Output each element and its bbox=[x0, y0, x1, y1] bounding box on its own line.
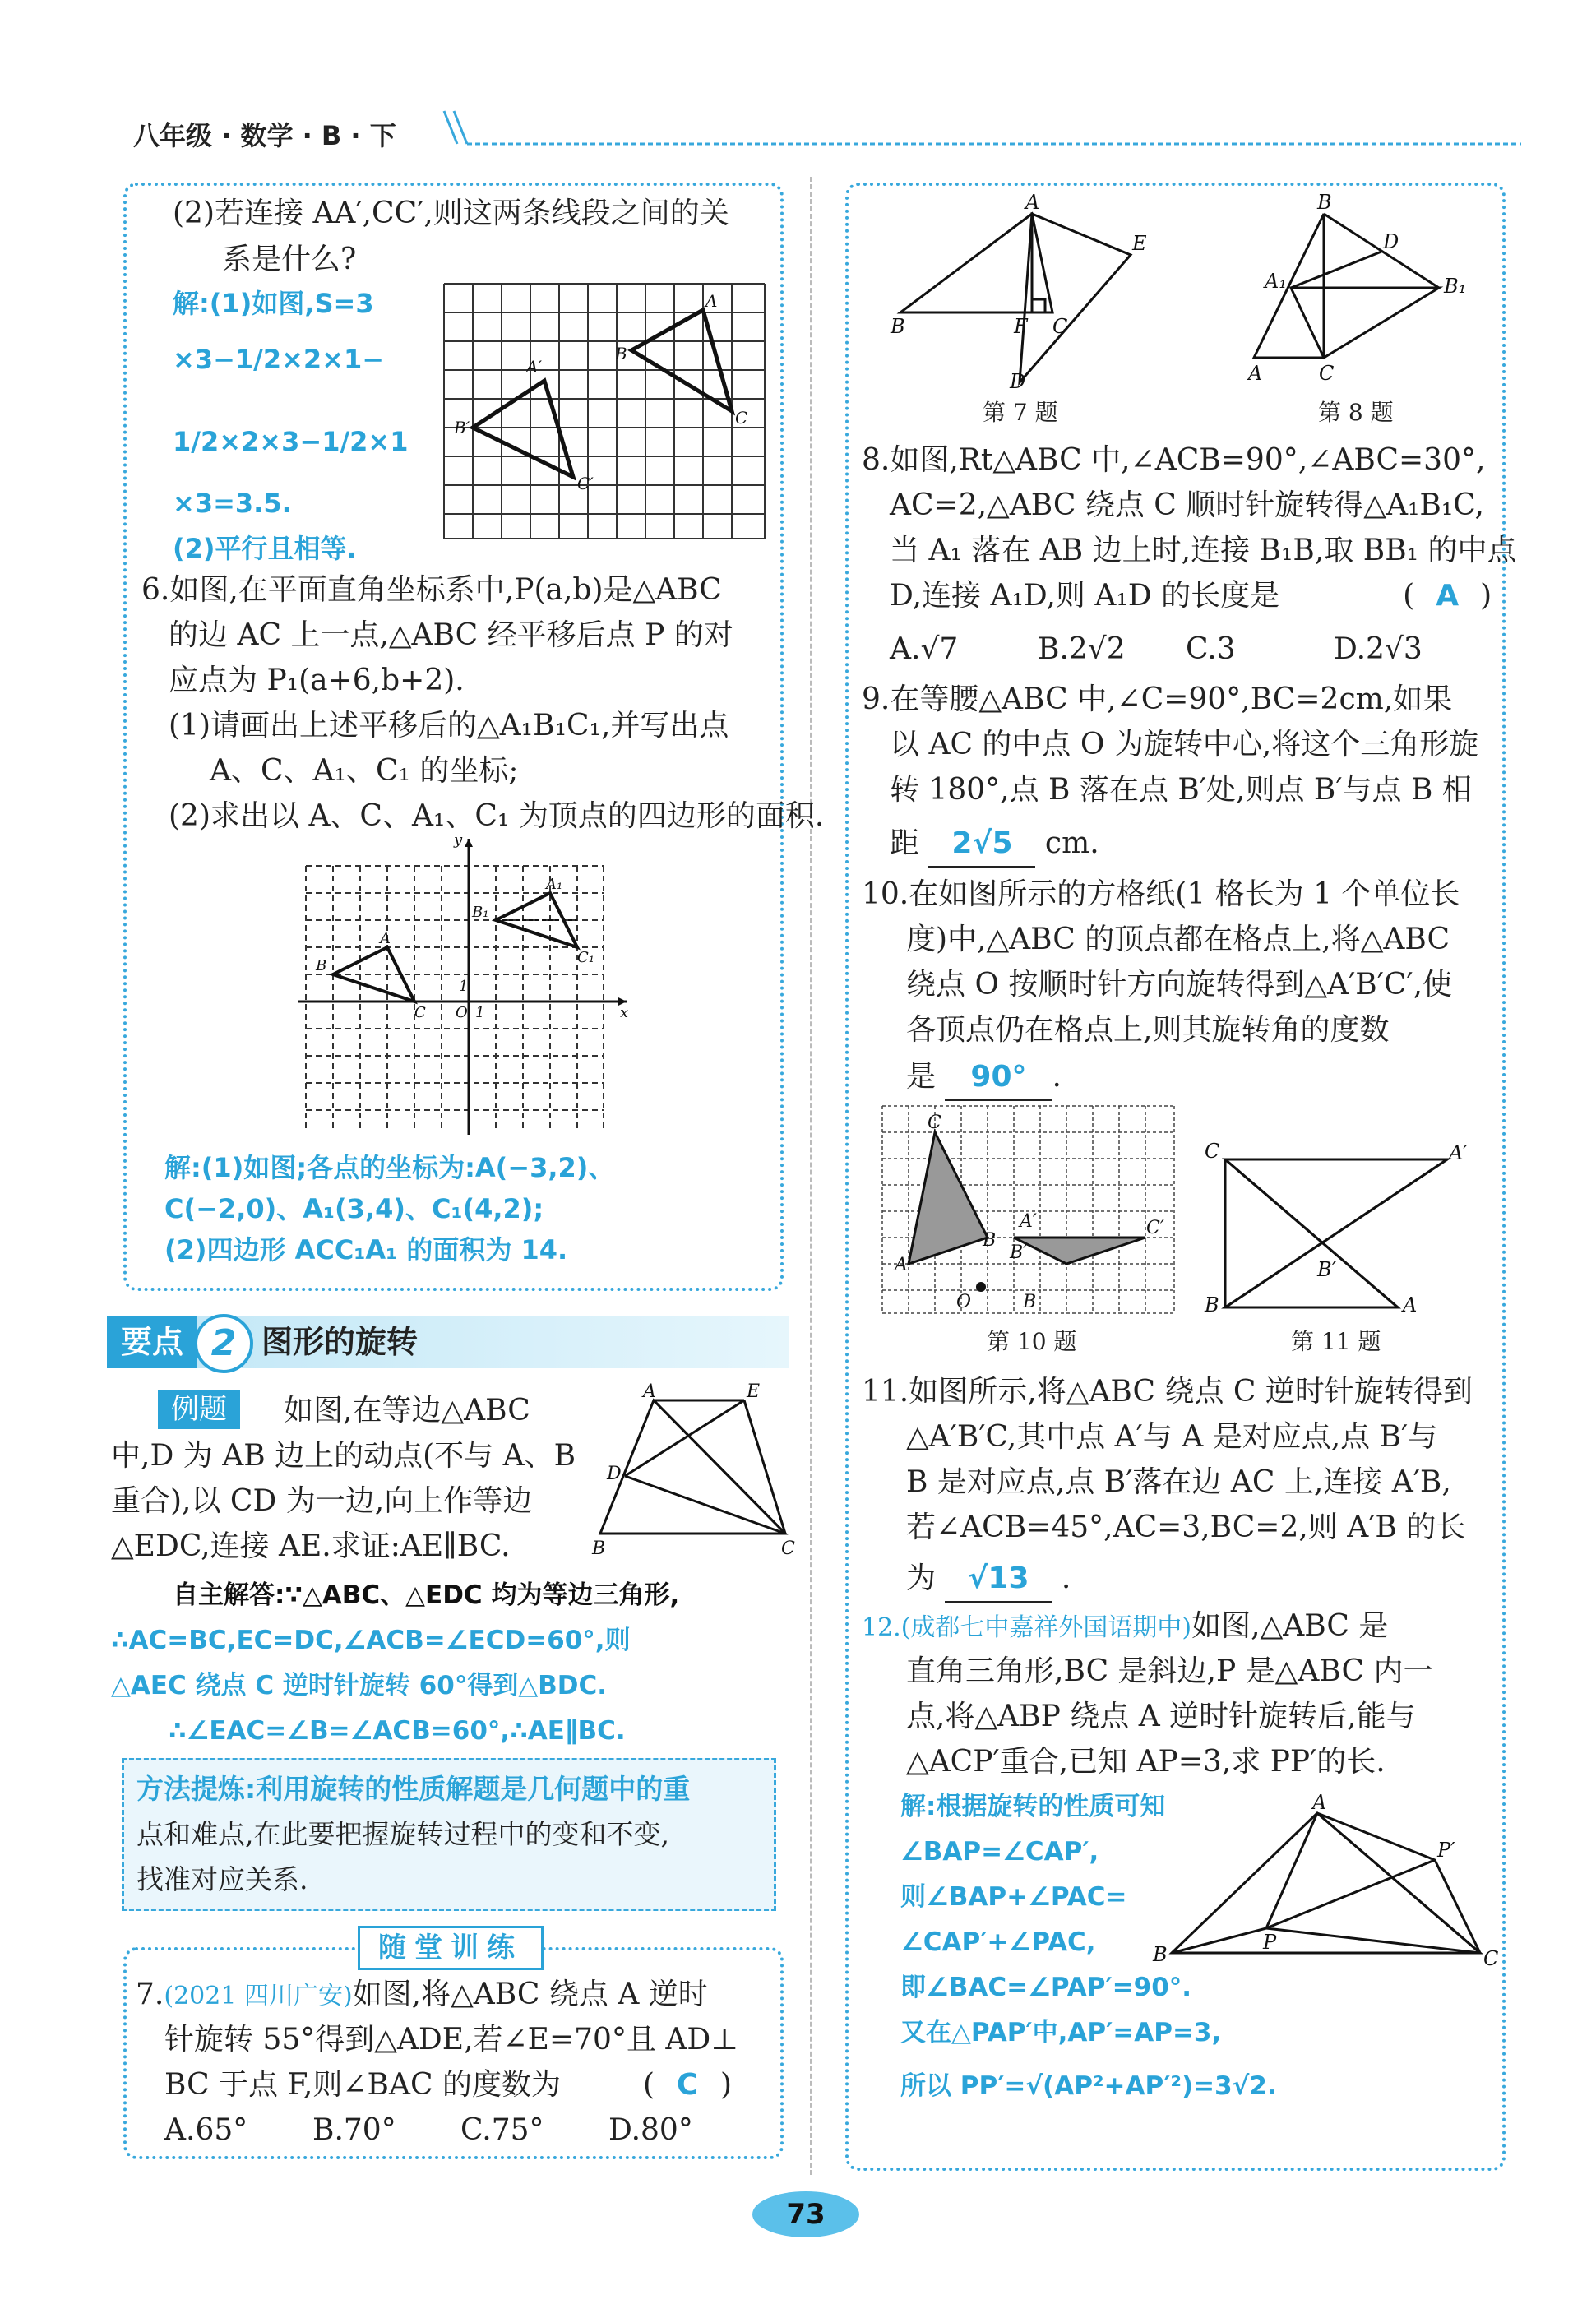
example-solution-2: ∴AC=BC,EC=DC,∠ACB=∠ECD=60°,则 bbox=[111, 1626, 631, 1655]
svg-text:P: P bbox=[1263, 1931, 1277, 1954]
q6-coordinate-figure bbox=[298, 831, 635, 1139]
q9-line-1: 9.在等腰△ABC 中,∠C=90°,BC=2cm,如果 bbox=[862, 682, 1453, 716]
q7-figure bbox=[884, 191, 1172, 395]
q5-solution-1: 解:(1)如图,S=3 bbox=[173, 288, 374, 319]
svg-text:D: D bbox=[1010, 370, 1026, 393]
q12-solution-1: 解:根据旋转的性质可知 bbox=[900, 1792, 1166, 1821]
example-solution-1: 自主解答:∵△ABC、△EDC 均为等边三角形, bbox=[173, 1580, 680, 1610]
example-line-2: 中,D 为 AB 边上的动点(不与 A、B bbox=[111, 1439, 576, 1473]
q8-option-d: D.2√3 bbox=[1334, 632, 1423, 666]
q6-solution-2: C(−2,0)、A₁(3,4)、C₁(4,2); bbox=[164, 1193, 544, 1224]
q8-line-1: 8.如图,Rt△ABC 中,∠ACB=90°,∠ABC=30°, bbox=[862, 443, 1486, 477]
svg-text:B′: B′ bbox=[454, 418, 470, 437]
svg-text:P′: P′ bbox=[1437, 1839, 1455, 1862]
q5-solution-3: 1/2×2×3−1/2×1 bbox=[173, 426, 409, 457]
method-text-1: 方法提炼:利用旋转的性质解题是几何题中的重 bbox=[136, 1773, 691, 1805]
svg-text:C′: C′ bbox=[1146, 1218, 1164, 1238]
svg-text:A: A bbox=[1403, 1293, 1418, 1316]
page-number: 73 bbox=[786, 2198, 826, 2231]
q11-line-4: 若∠ACB=45°,AC=3,BC=2,则 A′B 的长 bbox=[906, 1511, 1466, 1544]
svg-text:B: B bbox=[891, 315, 905, 338]
q8-answer: A bbox=[1436, 579, 1460, 613]
q8-stem-4: D,连接 A₁D,则 A₁D 的长度是 bbox=[890, 579, 1280, 613]
q12-source: 12.(成都七中嘉祥外国语期中) bbox=[862, 1613, 1192, 1642]
header-rule bbox=[444, 107, 1529, 156]
svg-text:F: F bbox=[1014, 315, 1028, 338]
svg-text:C: C bbox=[1052, 315, 1068, 338]
svg-text:A′: A′ bbox=[1020, 1211, 1037, 1232]
svg-text:B₁: B₁ bbox=[472, 904, 489, 921]
svg-text:A₁: A₁ bbox=[1265, 270, 1287, 293]
example-solution-3: △AEC 绕点 C 逆时针旋转 60°得到△BDC. bbox=[111, 1671, 608, 1700]
svg-text:C′: C′ bbox=[577, 474, 594, 493]
q8-line-3: 当 A₁ 落在 AB 边上时,连接 B₁B,取 BB₁ 的中点 bbox=[890, 534, 1517, 567]
caption-fig8: 第 8 题 bbox=[1318, 399, 1394, 426]
svg-text:C: C bbox=[928, 1113, 941, 1133]
column-divider bbox=[810, 177, 812, 2175]
q12-solution-7: 所以 PP′=√(AP²+AP′²)=3√2. bbox=[900, 2071, 1277, 2101]
q6-line-1: 6.如图,在平面直角坐标系中,P(a,b)是△ABC bbox=[141, 573, 722, 607]
section-tag: 要点 bbox=[107, 1316, 197, 1368]
q11-answer: √13 bbox=[945, 1556, 1052, 1603]
q11-line-3: B 是对应点,点 B′落在边 AC 上,连接 A′B, bbox=[906, 1465, 1451, 1499]
q7-source: (2021 四川广安) bbox=[164, 1982, 353, 2010]
q12-solution-6: 又在△PAP′中,AP′=AP=3, bbox=[900, 2018, 1222, 2047]
q8-line-2: AC=2,△ABC 绕点 C 顺时针旋转得△A₁B₁C, bbox=[890, 488, 1484, 522]
q12-line-3: 点,将△ABP 绕点 A 逆时针旋转后,能与 bbox=[906, 1700, 1416, 1733]
example-line-1: 如图,在等边△ABC bbox=[284, 1394, 530, 1427]
q11-stem-5b: . bbox=[1061, 1562, 1071, 1595]
q8-option-c: C.3 bbox=[1186, 632, 1236, 666]
svg-text:C: C bbox=[735, 408, 748, 428]
q11-line-5 bbox=[906, 1556, 1071, 1603]
svg-text:O: O bbox=[956, 1292, 972, 1312]
example-line-3: 重合),以 CD 为一边,向上作等边 bbox=[111, 1484, 533, 1518]
q5-grid-figure bbox=[444, 284, 773, 543]
q7-stem-3: BC 于点 F,则∠BAC 的度数为 bbox=[164, 2068, 561, 2102]
svg-text:B: B bbox=[615, 344, 627, 363]
svg-text:1: 1 bbox=[475, 1004, 485, 1021]
q9-answer: 2√5 bbox=[928, 821, 1035, 868]
q5-stem-2: 系是什么? bbox=[222, 243, 357, 276]
q11-line-1: 11.如图所示,将△ABC 绕点 C 逆时针旋转得到 bbox=[862, 1375, 1473, 1409]
q5-solution-4: ×3=3.5. bbox=[173, 488, 292, 519]
q8-options bbox=[890, 627, 1482, 672]
q10-figure bbox=[878, 1102, 1178, 1317]
q11-line-2: △A′B′C,其中点 A′与 A 是对应点,点 B′与 bbox=[906, 1420, 1438, 1454]
q7-line-3: BC 于点 F,则∠BAC 的度数为 ( C ) bbox=[164, 2062, 732, 2107]
q11-figure bbox=[1200, 1140, 1484, 1328]
q10-stem-5a: 是 bbox=[906, 1060, 937, 1094]
q10-line-1: 10.在如图所示的方格纸(1 格长为 1 个单位长 bbox=[862, 877, 1460, 911]
svg-text:D: D bbox=[1383, 230, 1399, 253]
q7-options bbox=[164, 2107, 756, 2153]
svg-text:B: B bbox=[1153, 1943, 1168, 1966]
svg-text:A₁: A₁ bbox=[546, 876, 563, 893]
q12-figure bbox=[1151, 1793, 1497, 1982]
method-line-2: 点和难点,在此要把握旋转过程中的变和不变, bbox=[136, 1818, 669, 1850]
q8-figure bbox=[1233, 191, 1488, 386]
caption-fig10: 第 10 题 bbox=[987, 1328, 1077, 1355]
q5-stem-1: (2)若连接 AA′,CC′,则这两条线段之间的关 bbox=[173, 197, 729, 230]
section-title: 图形的旋转 bbox=[261, 1324, 419, 1360]
example-solution-4: ∴∠EAC=∠B=∠ACB=60°,∴AE∥BC. bbox=[169, 1716, 626, 1746]
svg-text:A: A bbox=[380, 930, 391, 947]
q6-line-5: A、C、A₁、C₁ 的坐标; bbox=[210, 754, 519, 788]
q5-solution-2: ×3−1/2×2×1− bbox=[173, 344, 385, 375]
q11-stem-5a: 为 bbox=[906, 1562, 937, 1595]
q12-line-1 bbox=[862, 1603, 1388, 1650]
svg-text:C: C bbox=[781, 1538, 795, 1559]
q9-line-4 bbox=[890, 821, 1099, 868]
q12-solution-4: ∠CAP′+∠PAC, bbox=[900, 1927, 1096, 1957]
q9-line-2: 以 AC 的中点 O 为旋转中心,将这个三角形旋 bbox=[890, 728, 1479, 761]
q7-option-c: C.75° bbox=[460, 2113, 544, 2147]
svg-text:E: E bbox=[1132, 232, 1147, 255]
q6-line-4: (1)请画出上述平移后的△A₁B₁C₁,并写出点 bbox=[169, 709, 729, 743]
method-line-1 bbox=[136, 1766, 690, 1811]
q6-solution-3: (2)四边形 ACC₁A₁ 的面积为 14. bbox=[164, 1234, 568, 1265]
section-number: 2 bbox=[194, 1314, 253, 1373]
q10-line-4: 各顶点仍在格点上,则其旋转角的度数 bbox=[906, 1013, 1390, 1047]
q6-solution-1: 解:(1)如图;各点的坐标为:A(−3,2)、 bbox=[164, 1152, 615, 1183]
q12-stem-1: 如图,△ABC 是 bbox=[1191, 1609, 1389, 1643]
q5-solution-5: (2)平行且相等. bbox=[173, 533, 357, 564]
svg-text:C: C bbox=[1205, 1140, 1220, 1163]
svg-text:E: E bbox=[747, 1381, 761, 1402]
q12-solution-3: 则∠BAP+∠PAC= bbox=[900, 1882, 1127, 1912]
svg-text:D: D bbox=[607, 1464, 622, 1484]
header-title: 八年级 · 数学 · B · 下 bbox=[133, 120, 396, 151]
svg-text:A: A bbox=[643, 1381, 656, 1402]
caption-fig11: 第 11 题 bbox=[1291, 1328, 1381, 1355]
q7-line-1: 7.(2021 四川广安)如图,将△ABC 绕点 A 逆时 bbox=[136, 1978, 708, 2011]
q12-solution-2: ∠BAP=∠CAP′, bbox=[900, 1837, 1099, 1867]
q7-answer: C bbox=[676, 2068, 699, 2102]
q12-line-2: 直角三角形,BC 是斜边,P 是△ABC 内一 bbox=[906, 1654, 1433, 1688]
q10-answer: 90° bbox=[945, 1054, 1052, 1101]
svg-text:B′: B′ bbox=[1010, 1242, 1028, 1263]
q8-line-4: D,连接 A₁D,则 A₁D 的长度是 ( A ) bbox=[890, 573, 1492, 618]
example-badge: 例题 bbox=[158, 1390, 240, 1429]
q10-line-3: 绕点 O 按顺时针方向旋转得到△A′B′C′,使 bbox=[906, 968, 1453, 1002]
svg-text:B₁: B₁ bbox=[1444, 275, 1467, 298]
svg-text:A′: A′ bbox=[526, 357, 542, 377]
q8-option-a: A.√7 bbox=[890, 632, 959, 666]
svg-text:y: y bbox=[454, 831, 463, 849]
q12-solution-5: 即∠BAC=∠PAP′=90°. bbox=[900, 1973, 1192, 2002]
q6-line-2: 的边 AC 上一点,△ABC 经平移后点 P 的对 bbox=[169, 618, 733, 652]
svg-text:A: A bbox=[705, 291, 718, 311]
svg-text:A: A bbox=[1248, 362, 1263, 385]
svg-text:C: C bbox=[1319, 362, 1335, 385]
q7-line-2: 针旋转 55°得到△ADE,若∠E=70°且 AD⊥ bbox=[164, 2023, 739, 2057]
practice-title: 随堂训练 bbox=[358, 1926, 544, 1970]
svg-text:B: B bbox=[316, 957, 327, 974]
q9-stem-4b: cm. bbox=[1044, 826, 1099, 860]
svg-text:A: A bbox=[895, 1255, 908, 1275]
q8-option-b: B.2√2 bbox=[1038, 632, 1126, 666]
q9-stem-4a: 距 bbox=[890, 826, 920, 860]
svg-text:C₁: C₁ bbox=[577, 949, 594, 966]
q6-line-3: 应点为 P₁(a+6,b+2). bbox=[169, 664, 465, 697]
q10-line-5 bbox=[906, 1054, 1062, 1101]
svg-text:B: B bbox=[1023, 1292, 1037, 1312]
svg-text:A: A bbox=[1312, 1791, 1327, 1814]
svg-text:B: B bbox=[983, 1230, 997, 1251]
q6-line-6: (2)求出以 A、C、A₁、C₁ 为顶点的四边形的面积. bbox=[169, 799, 825, 833]
svg-text:B: B bbox=[592, 1538, 606, 1559]
svg-text:B′: B′ bbox=[1317, 1258, 1337, 1281]
svg-text:B: B bbox=[1317, 191, 1332, 214]
svg-text:A′: A′ bbox=[1449, 1141, 1468, 1164]
svg-text:B: B bbox=[1205, 1293, 1219, 1316]
q10-line-2: 度)中,△ABC 的顶点都在格点上,将△ABC bbox=[906, 923, 1450, 956]
example-line-4: △EDC,连接 AE.求证:AE∥BC. bbox=[111, 1529, 511, 1563]
q10-stem-5b: . bbox=[1052, 1060, 1062, 1094]
svg-text:C: C bbox=[414, 1004, 426, 1021]
q7-option-b: B.70° bbox=[312, 2113, 396, 2147]
svg-text:O: O bbox=[456, 1004, 468, 1021]
q7-option-a: A.65° bbox=[164, 2113, 248, 2147]
caption-fig7: 第 7 题 bbox=[983, 399, 1058, 426]
q7-option-d: D.80° bbox=[608, 2113, 693, 2147]
q7-stem-1: 如图,将△ABC 绕点 A 逆时 bbox=[352, 1978, 708, 2011]
svg-text:A: A bbox=[1025, 191, 1040, 214]
svg-text:x: x bbox=[620, 1004, 629, 1021]
q9-line-3: 转 180°,点 B 落在点 B′处,则点 B′与点 B 相 bbox=[890, 773, 1472, 807]
svg-text:1: 1 bbox=[459, 978, 469, 995]
svg-text:C: C bbox=[1483, 1947, 1499, 1970]
example-figure bbox=[584, 1381, 798, 1559]
method-line-3: 找准对应关系. bbox=[136, 1863, 308, 1895]
q12-line-4: △ACP′重合,已知 AP=3,求 PP′的长. bbox=[906, 1745, 1386, 1779]
